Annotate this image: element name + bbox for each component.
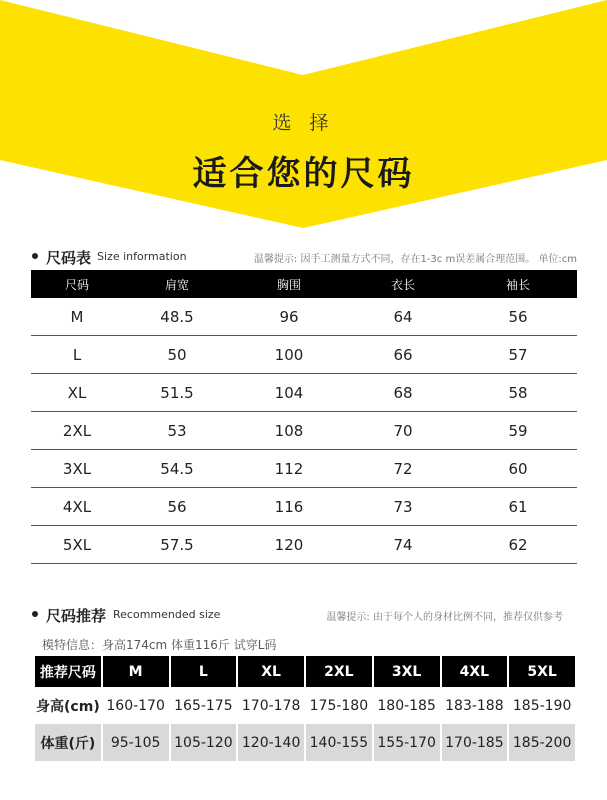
size-section-note: 温馨提示: 因手工测量方式不同，存在1-3c m误差属合理范围。 单位:cm xyxy=(253,254,577,265)
col-header-length: 衣长 xyxy=(347,270,459,298)
recommend-cell: 175-180 xyxy=(309,697,369,714)
recommend-header-label: 推荐尺码 xyxy=(35,656,101,687)
size-table-cell: 51.5 xyxy=(123,374,231,412)
recommend-header-size: 3XL xyxy=(374,656,440,687)
size-table-cell: 53 xyxy=(123,412,231,450)
size-table-row xyxy=(31,526,577,564)
size-table-cell: 61 xyxy=(459,488,577,526)
size-table-row xyxy=(31,298,577,336)
size-table-cell: XL xyxy=(31,374,123,412)
size-table-cell: 72 xyxy=(347,450,459,488)
size-table-cell: 48.5 xyxy=(123,298,231,336)
model-info: 模特信息：身高174cm 体重116斤 试穿L码 xyxy=(42,638,277,652)
size-table-row xyxy=(31,488,577,526)
recommend-section-note: 温馨提示: 由于每个人的身材比例不同，推荐仅供参考 xyxy=(326,612,563,623)
recommend-cell: 165-175 xyxy=(174,697,233,714)
recommend-header-size: XL xyxy=(238,656,304,687)
size-table-cell: 3XL xyxy=(31,450,123,488)
size-table-cell: 64 xyxy=(347,298,459,336)
size-table-cell: 60 xyxy=(459,450,577,488)
size-table-cell: 56 xyxy=(459,298,577,336)
recommend-header-size: L xyxy=(171,656,237,687)
recommend-cell: 120-140 xyxy=(238,724,304,761)
recommend-header-size: M xyxy=(103,656,169,687)
banner-title: 适合您的尺码 xyxy=(192,154,415,194)
size-table-cell: 104 xyxy=(231,374,347,412)
size-section-heading xyxy=(30,247,577,267)
size-table-row xyxy=(31,336,577,374)
bullet-dot xyxy=(32,253,38,259)
size-table-row xyxy=(31,450,577,488)
recommend-cell: 95-105 xyxy=(103,724,169,761)
size-table-row xyxy=(31,412,577,450)
recommend-cell: 185-200 xyxy=(509,724,575,761)
size-table-cell: 70 xyxy=(347,412,459,450)
size-table-header xyxy=(31,270,577,298)
recommend-cell: 105-120 xyxy=(171,724,237,761)
recommend-row-label: 体重(斤) xyxy=(35,724,101,761)
recommend-table xyxy=(33,656,577,761)
size-table-cell: 62 xyxy=(459,526,577,564)
recommend-header-size: 5XL xyxy=(509,656,575,687)
size-table-cell: 56 xyxy=(123,488,231,526)
weight-row xyxy=(35,724,575,761)
recommend-section-title: 尺码推荐 xyxy=(46,607,107,625)
size-table-cell: 66 xyxy=(347,336,459,374)
size-table-cell: 2XL xyxy=(31,412,123,450)
size-table-cell: 4XL xyxy=(31,488,123,526)
recommend-cell: 170-178 xyxy=(241,697,301,714)
size-table-cell: 96 xyxy=(231,298,347,336)
size-table-cell: 112 xyxy=(231,450,347,488)
size-table-cell: 73 xyxy=(347,488,459,526)
recommend-header-size: 4XL xyxy=(442,656,508,687)
recommend-cell: 170-185 xyxy=(442,724,508,761)
size-table-cell: M xyxy=(31,298,123,336)
recommend-table-header xyxy=(35,656,575,687)
size-table-cell: 54.5 xyxy=(123,450,231,488)
size-section-subtitle: Size information xyxy=(97,250,187,263)
recommend-cell: 140-155 xyxy=(306,724,372,761)
recommend-cell: 180-185 xyxy=(377,697,436,714)
recommend-row-label: 身高(cm) xyxy=(36,698,100,715)
size-table-cell: L xyxy=(31,336,123,374)
size-table-cell: 108 xyxy=(231,412,347,450)
size-table-cell: 59 xyxy=(459,412,577,450)
size-table-cell: 120 xyxy=(231,526,347,564)
recommend-section-heading xyxy=(30,605,577,625)
col-header-chest: 胸围 xyxy=(231,270,347,298)
size-table-cell: 58 xyxy=(459,374,577,412)
size-table-cell: 57.5 xyxy=(123,526,231,564)
recommend-header-size: 2XL xyxy=(306,656,372,687)
recommend-section-subtitle: Recommended size xyxy=(113,608,221,621)
size-section-title: 尺码表 xyxy=(46,249,92,267)
size-table-cell: 57 xyxy=(459,336,577,374)
recommend-cell: 185-190 xyxy=(512,697,572,714)
col-header-sleeve: 袖长 xyxy=(459,270,577,298)
size-table-cell: 50 xyxy=(123,336,231,374)
size-table-cell: 74 xyxy=(347,526,459,564)
col-header-size: 尺码 xyxy=(31,270,123,298)
height-row xyxy=(35,687,575,724)
bullet-dot xyxy=(32,611,38,617)
size-table-cell: 100 xyxy=(231,336,347,374)
recommend-cell: 155-170 xyxy=(374,724,440,761)
col-header-shoulder: 肩宽 xyxy=(123,270,231,298)
size-table xyxy=(31,270,577,564)
recommend-cell: 183-188 xyxy=(445,697,504,714)
header-banner xyxy=(0,0,607,230)
size-table-row xyxy=(31,374,577,412)
size-table-cell: 5XL xyxy=(31,526,123,564)
banner-subtitle: 选 择 xyxy=(272,112,335,134)
recommend-cell: 160-170 xyxy=(106,697,165,714)
size-table-cell: 68 xyxy=(347,374,459,412)
size-table-cell: 116 xyxy=(231,488,347,526)
